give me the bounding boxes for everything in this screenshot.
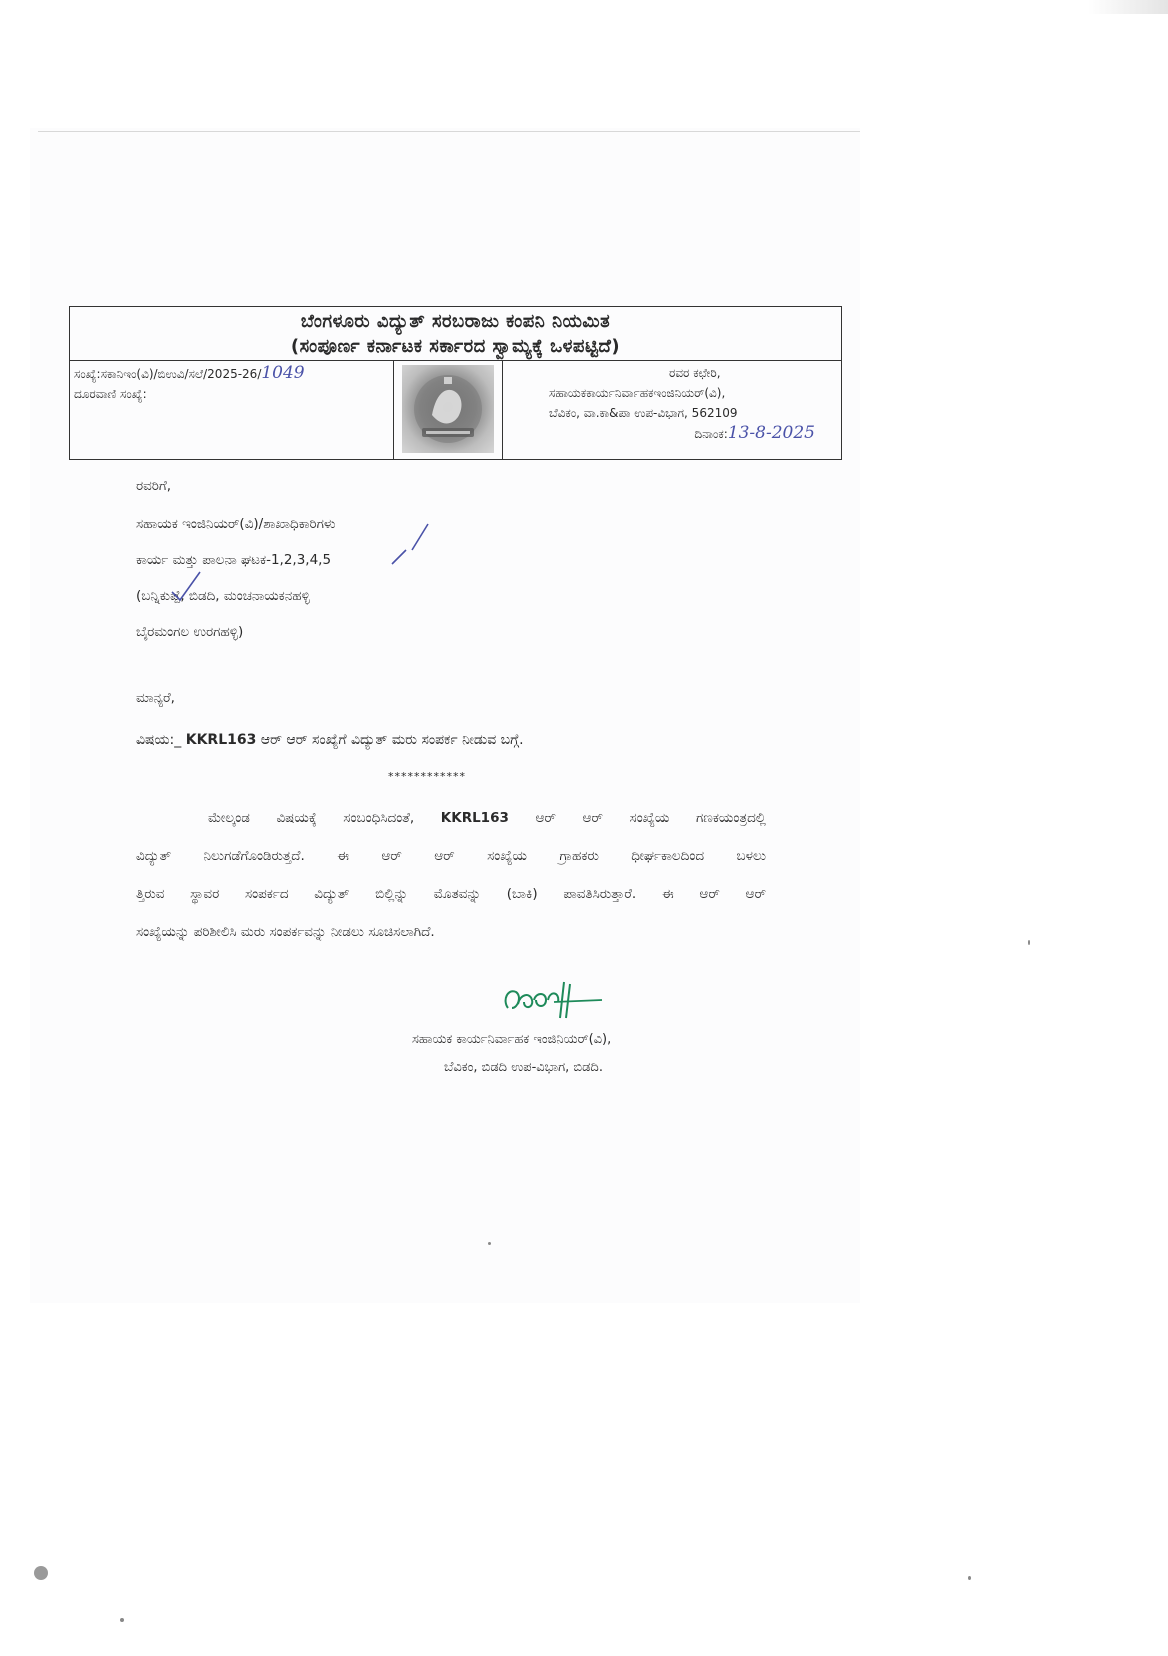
- reference-prefix: ಸಂಖ್ಯೆ:ಸಕಾನಿಇಂ(ವಿ)/ಬಿಉವಿ/ಸಲೆ/2025-26/: [74, 367, 262, 381]
- reference-block: [74, 363, 392, 404]
- letterhead: [69, 306, 842, 460]
- body-line-1-post: ಆರ್ ಆರ್ ಸಂಖ್ಯೆಯ ಗಣಕಯಂತ್ರದಲ್ಲಿ: [535, 810, 766, 826]
- scan-speck: [968, 1576, 971, 1580]
- body-line-4: ಸಂಖ್ಯೆಯನ್ನು ಪರಿಶೀಲಿಸಿ ಮರು ಸಂಪರ್ಕವನ್ನು ನೀಡಲು ಸೂಚಿಸಲಾಗಿದೆ.: [136, 924, 435, 940]
- scan-speck: [120, 1618, 124, 1622]
- body-line-1-pre: ಮೇಲ್ಕಂಡ ವಿಷಯಕ್ಕೆ ಸಂಬಂಧಿಸಿದಂತೆ,: [208, 810, 415, 826]
- handwritten-signature: [498, 978, 604, 1022]
- body-line-2: ವಿದ್ಯುತ್ ನಿಲುಗಡೆಗೊಂಡಿರುತ್ತದೆ. ಈ ಆರ್ ಆರ್ ಸಂಖ್ಯೆಯ ಗ್ರಾಹಕರು ಧೀರ್ಘಕಾಲದಿಂದ ಬಳಲು: [136, 848, 766, 864]
- date-handwritten: 13-8-2025: [727, 423, 815, 443]
- addressee-line-2: ಕಾರ್ಯ ಮತ್ತು ಪಾಲನಾ ಘಟಕ-1,2,3,4,5: [136, 552, 332, 568]
- scan-corner-shadow: [1088, 0, 1168, 14]
- body-line-1: [136, 810, 766, 826]
- date-label: ದಿನಾಂಕ:: [694, 427, 728, 441]
- subject-code: KKRL163: [185, 732, 257, 748]
- office-block: [515, 363, 835, 444]
- separator-stars: ************: [388, 770, 466, 783]
- subject-label: ವಿಷಯ:_: [136, 732, 182, 748]
- reference-number-line: [74, 363, 392, 384]
- signatory-designation: ಸಹಾಯಕ ಕಾರ್ಯನಿರ್ವಾಹಕ ಇಂಜಿನಿಯರ್(ವಿ),: [412, 1032, 612, 1047]
- reference-number-handwritten: 1049: [261, 363, 305, 383]
- body-line-1-code: KKRL163: [440, 810, 509, 826]
- letterhead-body: [70, 361, 841, 459]
- handwritten-tick-marks: [160, 510, 460, 610]
- letterhead-title: [70, 307, 841, 361]
- logo-cell: [393, 361, 503, 459]
- scanned-page-area: [30, 128, 860, 1303]
- company-subtitle: (ಸಂಪೂರ್ಣ ಕರ್ನಾಟಕ ಸರ್ಕಾರದ ಸ್ವಾಮ್ಯಕ್ಕೆ ಒಳಪಟ್ಟಿದೆ): [290, 336, 621, 357]
- company-logo: [402, 365, 494, 453]
- addressee-line-4: ಬೈರಮಂಗಲ ಉರಗಹಳ್ಳಿ): [136, 624, 244, 640]
- date-line: [549, 423, 835, 444]
- addressee-line-3: (ಬನ್ನಿಕುಪ್ಪೆ, ಬಿಡದಿ, ಮಂಚನಾಯಕನಹಳ್ಳಿ: [136, 588, 310, 604]
- company-name: ಬೆಂಗಳೂರು ವಿದ್ಯುತ್ ಸರಬರಾಜು ಕಂಪನಿ ನಿಯಮಿತ: [300, 311, 611, 332]
- greeting: ಮಾನ್ಯರೆ,: [136, 690, 175, 706]
- scan-speck: [34, 1566, 48, 1580]
- scan-speck: [488, 1242, 491, 1245]
- office-line-3: ಬೆವಿಕಂ, ವಾ.ಕಾ&ಪಾ ಉಪ-ವಿಭಾಗ, 562109: [549, 406, 738, 420]
- scan-edge-line: [38, 131, 860, 132]
- subject-line: [136, 732, 524, 748]
- office-line-1: ರವರ ಕಛೇರಿ,: [669, 366, 721, 380]
- signatory-office: ಬೆವಿಕಂ, ಬಿಡದಿ ಉಪ-ವಿಭಾಗ, ಬಿಡದಿ.: [444, 1060, 603, 1075]
- body-line-3: ತ್ತಿರುವ ಸ್ಥಾವರ ಸಂಪರ್ಕದ ವಿದ್ಯುತ್ ಬಿಲ್ಲಿನ್ನು ಮೊತವನ್ನು (ಬಾಕಿ) ಪಾವತಿಸಿರುತ್ತಾರೆ. ಈ ಆರ್ ಆರ್: [136, 886, 766, 902]
- addressee-to: ರವರಿಗೆ,: [136, 478, 172, 494]
- scan-speck: [1028, 940, 1030, 945]
- subject-text: ಆರ್ ಆರ್ ಸಂಖ್ಯೆಗೆ ವಿದ್ಯುತ್ ಮರು ಸಂಪರ್ಕ ನೀಡುವ ಬಗ್ಗೆ.: [260, 732, 524, 748]
- phone-label: ದೂರವಾಣಿ ಸಂಖ್ಯೆ:: [74, 387, 147, 401]
- office-line-2: ಸಹಾಯಕಕಾರ್ಯನಿರ್ವಾಹಕಇಂಜಿನಿಯರ್(ವಿ),: [549, 386, 726, 400]
- addressee-line-1: ಸಹಾಯಕ ಇಂಜಿನಿಯರ್(ವಿ)/ಶಾಖಾಧಿಕಾರಿಗಳು: [136, 516, 336, 532]
